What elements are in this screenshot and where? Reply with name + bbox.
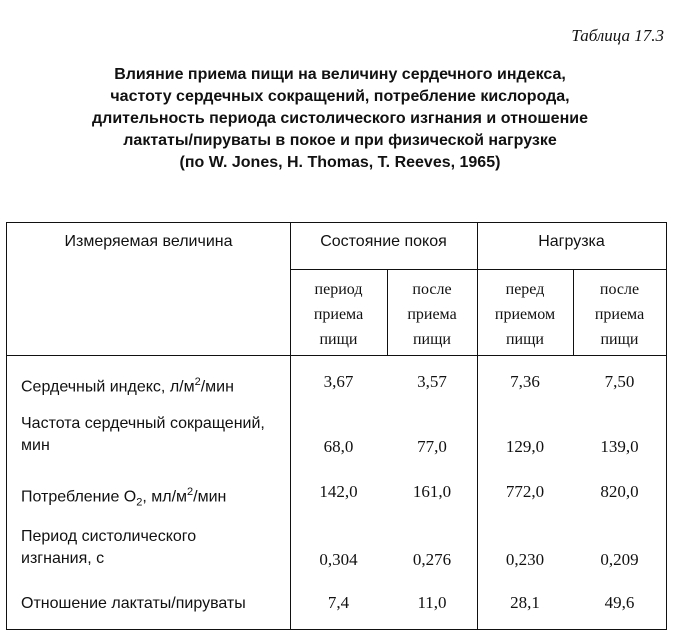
- table-cell: 3,57: [417, 372, 447, 391]
- table-cell: 0,230: [505, 550, 545, 569]
- table-cell: 68,0: [323, 437, 354, 456]
- row-label-lactate-pyruvate: Отношение лактаты/пируваты: [21, 595, 246, 612]
- data-table: [6, 222, 667, 630]
- subheader-after-meal-rest: после приема пищи: [407, 281, 457, 348]
- row-label-systolic-ejection: Период систолического изгнания, с: [21, 528, 197, 567]
- table-cell: 772,0: [505, 482, 545, 501]
- header-measured-value: Измеряемая величина: [64, 233, 233, 250]
- subheader-before-meal-load: перед приемом пищи: [494, 281, 556, 348]
- table-cell: 129,0: [505, 437, 545, 456]
- title-line: частоту сердечных сокращений, потребление кислорода,: [110, 88, 570, 105]
- header-load: Нагрузка: [538, 233, 605, 250]
- table-cell: 0,276: [412, 550, 452, 569]
- table-cell: 7,36: [510, 372, 540, 391]
- header-bottom-line: [7, 355, 666, 356]
- table-cell: 139,0: [600, 437, 639, 456]
- table-title: [20, 64, 660, 174]
- row-label-oxygen-consumption: Потребление $O_2$, $мл/м^2$/мин: [21, 486, 227, 509]
- table-cell: 49,6: [604, 593, 635, 612]
- title-line: длительность периода систолического изгнания и отношение: [92, 110, 588, 127]
- table-cell: 161,0: [412, 482, 452, 501]
- table-cell: 820,0: [600, 482, 639, 501]
- table-number-label: Таблица 17.3: [571, 26, 664, 45]
- table-cell: 0,209: [600, 550, 639, 569]
- table-cell: 0,304: [319, 550, 358, 569]
- table-cell: 142,0: [319, 482, 358, 501]
- table-cell: 77,0: [417, 437, 447, 456]
- table-cell: 7,4: [327, 593, 350, 612]
- row-label-heart-rate: Частота сердечный сокращений, мин: [21, 415, 265, 454]
- subheader-before-meal-rest: период приема пищи: [313, 281, 364, 348]
- table-cell: 11,0: [417, 593, 447, 612]
- title-line: (по W. Jones, H. Thomas, T. Reeves, 1965): [179, 154, 501, 171]
- title-line: лактаты/пируваты в покое и при физической нагрузке: [123, 132, 557, 149]
- subheader-after-meal-load: после приема пищи: [594, 281, 645, 348]
- title-line: Влияние приема пищи на величину сердечного индекса,: [114, 66, 566, 83]
- header-divider: [290, 269, 666, 270]
- table-cell: 28,1: [510, 593, 540, 612]
- row-label-cardiac-index: Сердечный индекс, $л/м^2$/мин: [21, 376, 234, 396]
- table-cell: 3,67: [323, 372, 354, 391]
- table-cell: 7,50: [604, 372, 635, 391]
- header-rest-state: Состояние покоя: [320, 233, 447, 250]
